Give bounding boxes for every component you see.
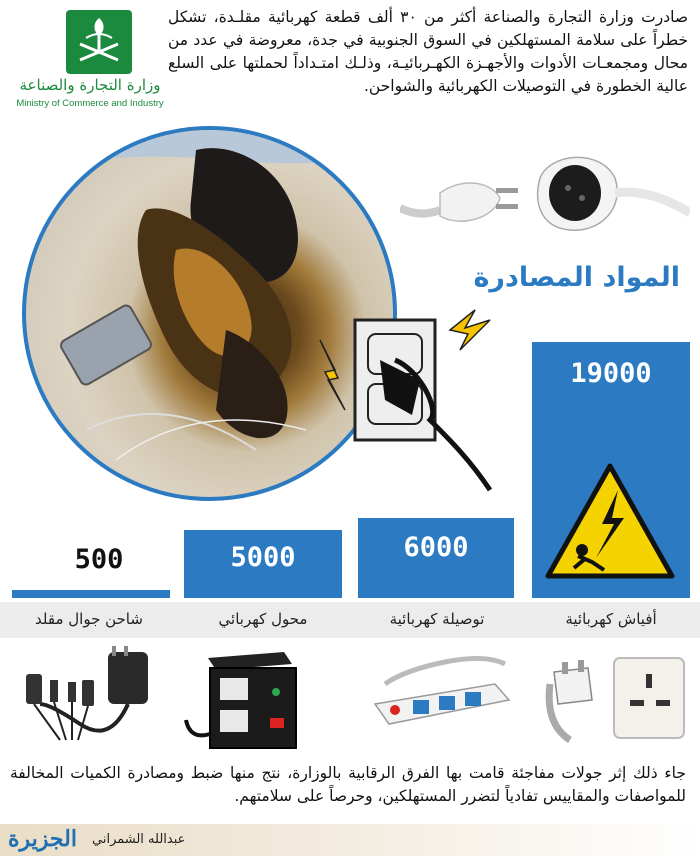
bar-charger	[12, 590, 170, 598]
bar-value-plugs: 19000	[570, 358, 652, 389]
bar-converter	[184, 530, 342, 598]
label-plugs: أفياش كهربائية	[565, 610, 657, 628]
high-voltage-warning-icon	[544, 462, 676, 582]
bar-extension	[358, 518, 514, 598]
uk-plug-icon	[540, 644, 690, 754]
newspaper-logo: الجزيرة	[8, 826, 77, 852]
ministry-name-ar: وزارة التجارة والصناعة	[19, 76, 161, 94]
label-charger: شاحن جوال مقلد	[35, 610, 143, 628]
power-converter-icon	[180, 644, 310, 754]
author-credit: عبدالله الشمراني	[92, 832, 186, 847]
intro-paragraph: صادرت وزارة التجارة والصناعة أكثر من ٣٠ ألف قطعة كهربائية مقلـدة، تشكل خطراً على سلامة المستهلكين في السوق الجنوبية في جدة، معروضة في عدد من محال ومجمعـات الأدوات والأجهـزة الكهـربائيـة، وذلـك امتـداداً لحملتها على السلع عالية الخطورة في التوصيلات الكهربائية والشواحن.	[168, 8, 688, 95]
plug-icon	[400, 138, 690, 248]
footer-paragraph: جاء ذلك إثر جولات مفاجئة قامت بها الفرق الرقابية بالوزارة، نتج منها ضبط ومصادرة الكميات المخالفة للمواصفات والمقاييس تفادياً لتضرر المستهلكين، وحرصاً على سلامتهم.	[10, 764, 686, 805]
phone-charger-icon	[20, 644, 160, 754]
label-extension: توصيلة كهربائية	[389, 610, 485, 628]
saudi-emblem-icon	[66, 10, 132, 74]
socket-spark-icon	[300, 300, 520, 510]
bar-value-charger: 500	[74, 544, 124, 575]
bar-value-extension: 6000	[403, 532, 469, 563]
ministry-logo	[10, 6, 170, 110]
bar-value-converter: 5000	[230, 542, 296, 573]
ministry-name-en: Ministry of Commerce and Industry	[16, 98, 164, 109]
label-converter: محول كهربائي	[218, 610, 308, 628]
section-title: المواد المصادرة	[473, 262, 680, 293]
power-strip-icon	[365, 644, 515, 754]
